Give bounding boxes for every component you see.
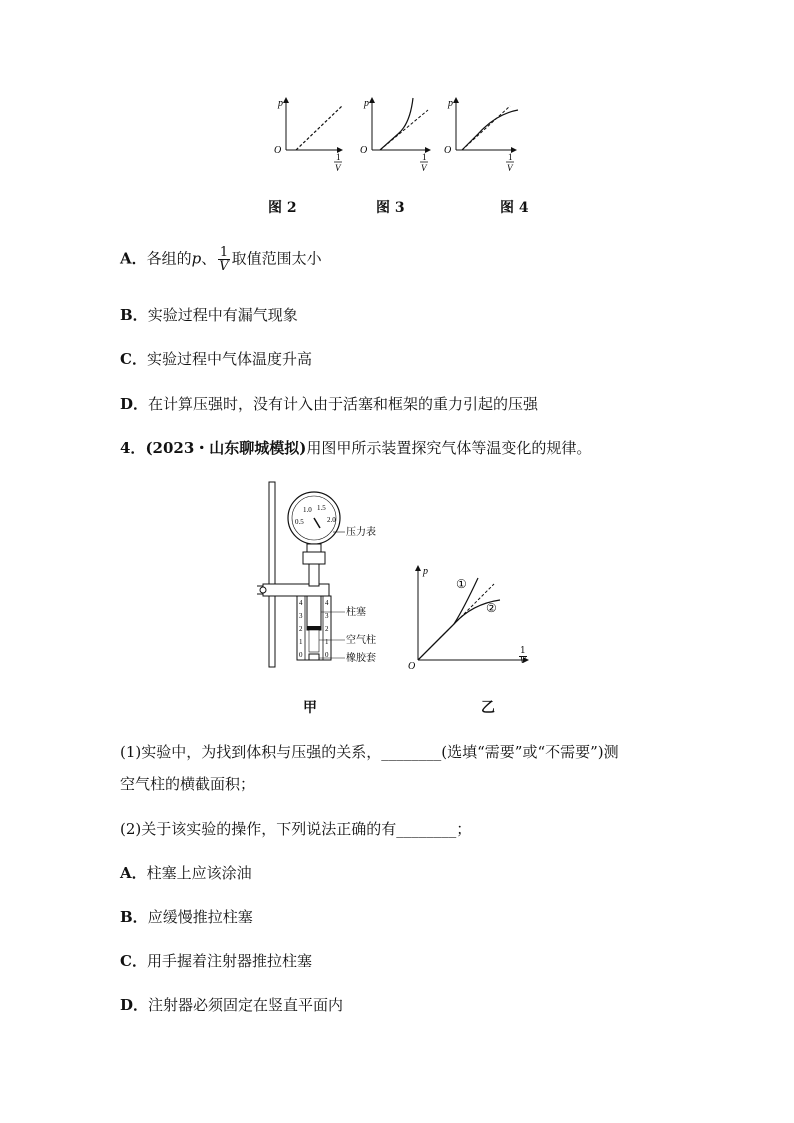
q4-sub2-option-a: A．柱塞上应该涂油 [120, 864, 252, 882]
graph-2-x-num: 1 [336, 152, 341, 162]
svg-text:1.0: 1.0 [303, 506, 312, 514]
svg-text:p: p [423, 566, 428, 577]
svg-text:3: 3 [325, 612, 329, 620]
label-air-column: 空气柱 [346, 635, 376, 646]
graph-2-p-label: p [278, 98, 283, 109]
svg-text:0: 0 [325, 651, 329, 659]
q3-option-a: A．各组的p、 $\frac{1}{V}$ 取值范围太小 [120, 245, 322, 274]
svg-text:1: 1 [299, 638, 303, 646]
fraction-1-over-v: $\frac{1}{V}$ [219, 245, 229, 274]
graph-3-origin: O [360, 145, 368, 156]
svg-text:0.5: 0.5 [295, 518, 304, 526]
yi-x-label: 1 V [519, 646, 527, 666]
graph-2-x-den: V [335, 163, 341, 173]
caption-jia: 甲 [303, 700, 317, 716]
svg-text:2.0: 2.0 [327, 516, 336, 524]
q4-sub1-line2: 空气柱的横截面积； [120, 775, 256, 793]
rubber-cap [309, 654, 319, 660]
q4-stem [120, 437, 591, 458]
graph-3-x-num: 1 [422, 152, 427, 162]
q4-source: (2023・山东聊城模拟) [145, 439, 307, 457]
plunger [307, 596, 321, 630]
graphs-figure-2-3-4 [262, 88, 552, 180]
label-curve-1: ① [456, 577, 467, 591]
label-rubber-cap: 橡胶套 [346, 653, 376, 664]
caption-figure-2: 图 2 [268, 200, 297, 216]
graph-figure-yi [402, 560, 532, 670]
graph-4-p-label: p [448, 98, 453, 109]
svg-text:1.5: 1.5 [317, 504, 326, 512]
graph-4-curve [462, 110, 518, 150]
graph-2 [274, 98, 342, 173]
svg-text:1: 1 [325, 638, 329, 646]
caption-figure-4: 图 4 [500, 200, 529, 216]
q4-sub2-option-b: B．应缓慢推拉柱塞 [120, 908, 253, 926]
graph-2-origin: O [274, 145, 282, 156]
air-column [309, 630, 319, 652]
svg-text:4: 4 [299, 599, 303, 607]
q3-option-b: B．实验过程中有漏气现象 [120, 306, 298, 324]
caption-yi: 乙 [481, 700, 495, 716]
stand-pole [269, 482, 275, 667]
svg-text:2: 2 [299, 625, 303, 633]
label-gauge: 压力表 [346, 527, 376, 538]
graph-3-x-den: V [421, 163, 427, 173]
q4-stem-text: 用图甲所示装置探究气体等温变化的规律。 [306, 439, 592, 457]
caption-figure-3: 图 3 [376, 200, 405, 216]
q4-sub1-line1: (1)实验中，为找到体积与压强的关系，________(选填“需要”或“不需要”)测 [120, 743, 619, 761]
graph-4-origin: O [444, 145, 452, 156]
label-curve-2: ② [486, 601, 497, 615]
svg-text:O: O [408, 661, 416, 670]
q4-sub2: (2)关于该实验的操作，下列说法正确的有________； [120, 820, 472, 838]
q3-option-c: C．实验过程中气体温度升高 [120, 350, 312, 368]
svg-text:3: 3 [299, 612, 303, 620]
option-letter: A． [120, 249, 147, 268]
q4-sub2-option-c: C．用手握着注射器推拉柱塞 [120, 952, 312, 970]
q3-option-d: D．在计算压强时，没有计入由于活塞和框架的重力引起的压强 [120, 395, 539, 413]
q4-number: 4． [120, 439, 146, 457]
graph-3-curve [380, 98, 413, 150]
graph-3 [360, 98, 430, 173]
graph-4-x-den: V [507, 163, 513, 173]
apparatus-figure-jia [255, 478, 395, 670]
yi-curve-1 [418, 578, 478, 660]
q4-sub2-option-d: D．注射器必须固定在竖直平面内 [120, 996, 344, 1014]
svg-text:0: 0 [299, 651, 303, 659]
graph-3-p-label: p [364, 98, 369, 109]
label-plunger: 柱塞 [346, 607, 366, 618]
graph-4 [444, 98, 518, 173]
graph-4-x-num: 1 [508, 152, 513, 162]
svg-text:2: 2 [325, 625, 329, 633]
svg-text:4: 4 [325, 599, 329, 607]
graph-2-line [296, 106, 342, 150]
